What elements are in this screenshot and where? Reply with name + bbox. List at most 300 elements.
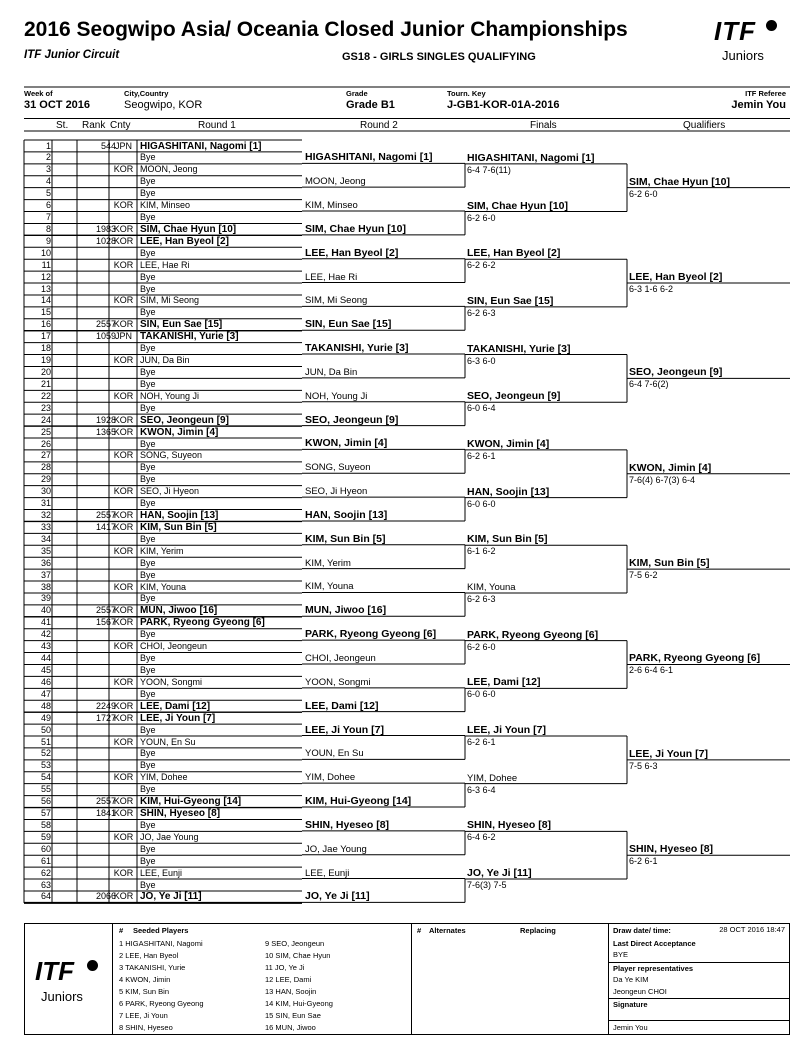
draw-country: KOR [113, 545, 134, 556]
player-name: NOH, Young Ji [140, 390, 200, 401]
footer-logo-sub: Juniors [41, 989, 83, 1004]
signature-label: Signature [613, 1000, 648, 1009]
draw-country: JPN [114, 331, 132, 342]
draw-row [25, 891, 301, 902]
qualifier-score: 7-5 6-2 [629, 570, 658, 581]
lda-value: BYE [613, 950, 629, 959]
player-name: Bye [140, 843, 156, 854]
draw-num: 6 [45, 200, 51, 211]
seeded-player: 15 SIN, Eun Sae [265, 1011, 321, 1020]
round3-score: 6-0 6-4 [467, 403, 496, 414]
player-name: Bye [140, 760, 156, 771]
itf-logo-text: ITF [714, 16, 756, 46]
draw-date-value: 28 OCT 2016 18:47 [719, 925, 785, 934]
draw-country: KOR [113, 676, 134, 687]
round2-player: JUN, Da Bin [305, 366, 358, 378]
draw-num: 63 [40, 879, 51, 890]
grade-value: Grade B1 [346, 99, 395, 111]
player-name: Bye [140, 271, 156, 282]
player-name: KIM, Minseo [140, 200, 191, 211]
draw-num: 20 [40, 366, 51, 377]
draw-num: 16 [40, 319, 51, 330]
draw-num: 51 [40, 736, 51, 747]
draw-num: 64 [40, 891, 51, 902]
draw-row [25, 474, 301, 485]
player-name: Bye [140, 462, 156, 473]
draw-num: 7 [45, 212, 51, 223]
round2-player: KIM, Sun Bin [5] [305, 532, 386, 545]
draw-row [25, 641, 301, 652]
round3-score: 6-2 6-2 [467, 260, 496, 271]
player-name: SIN, Eun Sae [15] [140, 319, 223, 331]
player-name: Bye [140, 176, 156, 187]
draw-row [25, 307, 301, 318]
draw-row [25, 844, 301, 855]
draw-num: 15 [40, 307, 51, 318]
draw-country: KOR [113, 867, 134, 878]
player-name: HAN, Soojin [13] [140, 510, 219, 522]
player-name: KIM, Hui-Gyeong [14] [140, 796, 242, 808]
player-name: Bye [140, 724, 156, 735]
footer-box [24, 923, 790, 1035]
draw-row [25, 522, 301, 533]
draw-num: 35 [40, 545, 51, 556]
draw-num: 45 [40, 664, 51, 675]
draw-num: 14 [40, 295, 51, 306]
round2-player: SIN, Eun Sae [15] [305, 318, 392, 331]
draw-row [25, 260, 301, 271]
event-title: GS18 - GIRLS SINGLES QUALIFYING [342, 51, 536, 63]
seeded-player: 9 SEO, Jeongeun [265, 939, 325, 948]
draw-row [25, 820, 301, 831]
draw-row [25, 784, 301, 795]
draw-row [25, 748, 301, 759]
draw-num: 23 [40, 402, 51, 413]
player-name: Bye [140, 438, 156, 449]
draw-rank: 1365 [95, 426, 116, 437]
draw-num: 19 [40, 355, 51, 366]
draw-num: 22 [40, 390, 51, 401]
draw-num: 21 [40, 378, 51, 389]
round3-score: 6-2 6-0 [467, 212, 496, 223]
draw-rank: 544 [100, 140, 116, 151]
draw-country: JPN [114, 140, 132, 151]
draw-rank: 1841 [95, 808, 116, 819]
round3-player: KWON, Jimin [4] [467, 437, 550, 450]
qualifier-score: 6-3 1-6 6-2 [629, 284, 674, 295]
itf-logo-sub: Juniors [722, 48, 764, 63]
draw-row [25, 808, 301, 819]
draw-num: 58 [40, 819, 51, 830]
qualifier-name: KWON, Jimin [4] [629, 461, 712, 474]
player-name: Bye [140, 188, 156, 199]
draw-row [25, 403, 301, 414]
draw-row [25, 665, 301, 676]
draw-rank: 1417 [95, 521, 116, 532]
qualifier-name: SIM, Chae Hyun [10] [629, 175, 730, 188]
round2-player: PARK, Ryeong Gyeong [6] [305, 628, 437, 641]
round2-player: HAN, Soojin [13] [305, 508, 388, 521]
draw-row [25, 415, 301, 426]
seeded-player: 4 KWON, Jimin [119, 975, 171, 984]
player-name: SHIN, Hyeseo [8] [140, 808, 221, 820]
draw-num: 61 [40, 855, 51, 866]
draw-row [25, 272, 301, 283]
draw-num: 12 [40, 271, 51, 282]
seeded-player: 3 TAKANISHI, Yurie [119, 963, 186, 972]
draw-num: 49 [40, 712, 51, 723]
draw-num: 1 [45, 140, 51, 151]
draw-num: 43 [40, 641, 51, 652]
col-qualifiers: Qualifiers [683, 120, 726, 131]
draw-num: 52 [40, 748, 51, 759]
round3-player: TAKANISHI, Yurie [3] [467, 342, 571, 355]
draw-row [25, 224, 301, 235]
draw-row [25, 188, 301, 199]
player-name: Bye [140, 366, 156, 377]
draw-rank: 2066 [95, 891, 116, 902]
draw-row [25, 319, 301, 330]
player-name: SIM, Chae Hyun [10] [140, 223, 237, 235]
round2-player: MOON, Jeong [305, 176, 366, 188]
draw-rank: 1567 [95, 617, 116, 628]
draw-row [25, 439, 301, 450]
round2-player: JO, Ye Ji [11] [305, 890, 370, 903]
draw-num: 13 [40, 283, 51, 294]
round3-score: 6-3 6-4 [467, 784, 496, 795]
draw-num: 40 [40, 605, 51, 616]
draw-row [25, 880, 301, 891]
draw-row [25, 725, 301, 736]
col-round1: Round 1 [198, 120, 236, 131]
seeded-player: 16 MUN, Jiwoo [265, 1023, 316, 1032]
draw-country: KOR [113, 617, 134, 628]
draw-row [25, 796, 301, 807]
draw-row [25, 593, 301, 604]
draw-country: KOR [113, 712, 134, 723]
player-name: Bye [140, 664, 156, 675]
referee-label: ITF Referee [745, 89, 786, 98]
player-name: KWON, Jimin [4] [140, 426, 219, 438]
player-name: Bye [140, 533, 156, 544]
player-name: LEE, Ji Youn [7] [140, 712, 216, 724]
draw-country: KOR [113, 164, 134, 175]
player-name: SEO, Ji Hyeon [140, 486, 200, 497]
col-cnty: Cnty [110, 120, 131, 131]
draw-rank: 2557 [95, 510, 116, 521]
round2-player: HIGASHITANI, Nagomi [1] [305, 151, 433, 164]
player-name: Bye [140, 879, 156, 890]
player-name: Bye [140, 629, 156, 640]
draw-country: KOR [113, 295, 134, 306]
lda-label: Last Direct Acceptance [613, 939, 696, 948]
qualifier-score: 6-4 7-6(2) [629, 379, 669, 390]
draw-country: KOR [113, 891, 134, 902]
draw-country: KOR [113, 510, 134, 521]
player-name: HIGASHITANI, Nagomi [1] [140, 140, 262, 152]
draw-row [25, 582, 301, 593]
draw-row [25, 772, 301, 783]
draw-row [25, 737, 301, 748]
qualifier-name: SHIN, Hyeseo [8] [629, 843, 714, 856]
draw-row [25, 331, 301, 342]
draw-row [25, 450, 301, 461]
round2-player: LEE, Han Byeol [2] [305, 246, 399, 259]
round2-player: YIM, Dohee [305, 772, 356, 784]
round2-player: SONG, Suyeon [305, 462, 371, 474]
draw-row [25, 295, 301, 306]
draw-row [25, 546, 301, 557]
round2-player: KIM, Hui-Gyeong [14] [305, 795, 412, 808]
draw-country: KOR [113, 200, 134, 211]
reps-label: Player representatives [613, 964, 694, 973]
round3-score: 6-4 7-6(11) [467, 164, 511, 175]
player-name: Bye [140, 819, 156, 830]
draw-country: KOR [113, 736, 134, 747]
draw-num: 59 [40, 831, 51, 842]
round2-player: LEE, Ji Youn [7] [305, 723, 384, 736]
round2-player: KIM, Yerim [305, 557, 351, 569]
player-name: Bye [140, 748, 156, 759]
round2-player: KIM, Youna [305, 581, 354, 593]
draw-rank: 1059 [95, 331, 116, 342]
qualifier-score: 2-6 6-4 6-1 [629, 665, 674, 676]
draw-date-label: Draw date/ time: [613, 926, 671, 935]
draw-row [25, 868, 301, 879]
col-finals: Finals [530, 120, 557, 131]
draw-row [25, 152, 301, 163]
draw-row [25, 534, 301, 545]
draw-row [25, 284, 301, 295]
round3-player: SHIN, Hyeseo [8] [467, 819, 552, 832]
player-name: TAKANISHI, Yurie [3] [140, 331, 239, 343]
draw-num: 18 [40, 343, 51, 354]
draw-row [25, 558, 301, 569]
round2-player: NOH, Young Ji [305, 390, 368, 402]
draw-num: 38 [40, 581, 51, 592]
draw-row [25, 141, 301, 152]
seeded-title: Seeded Players [133, 926, 189, 935]
player-name: Bye [140, 474, 156, 485]
player-name: Bye [140, 498, 156, 509]
round3-score: 6-2 6-1 [467, 450, 496, 461]
draw-num: 53 [40, 760, 51, 771]
draw-country: KOR [113, 808, 134, 819]
draw-num: 9 [45, 235, 51, 246]
round3-score: 6-0 6-0 [467, 498, 496, 509]
seeded-list-left [119, 938, 204, 1034]
player-name: Bye [140, 402, 156, 413]
player-name: YIM, Dohee [140, 772, 188, 783]
round2-player: MUN, Jiwoo [16] [305, 604, 387, 617]
seeded-player: 11 JO, Ye Ji [265, 963, 305, 972]
seeded-player: 2 LEE, Han Byeol [119, 951, 179, 960]
draw-country: KOR [113, 319, 134, 330]
draw-row [25, 355, 301, 366]
player-name: SIM, Mi Seong [140, 295, 200, 306]
round3-player: SIM, Chae Hyun [10] [467, 199, 568, 212]
draw-num: 48 [40, 700, 51, 711]
player-name: SONG, Suyeon [140, 450, 203, 461]
player-name: Bye [140, 855, 156, 866]
qualifier-name: LEE, Han Byeol [2] [629, 271, 723, 284]
draw-num: 41 [40, 617, 51, 628]
draw-num: 47 [40, 688, 51, 699]
referee-value: Jemin You [731, 99, 786, 111]
draw-row [25, 713, 301, 724]
player-name: KIM, Yerim [140, 545, 184, 556]
week-value: 31 OCT 2016 [24, 99, 91, 111]
draw-num: 60 [40, 843, 51, 854]
round3-score: 6-3 6-0 [467, 355, 496, 366]
round3-player: LEE, Ji Youn [7] [467, 724, 546, 736]
player-name: Bye [140, 569, 156, 580]
city-label: City,Country [124, 89, 169, 98]
draw-num: 30 [40, 486, 51, 497]
player-name: CHOI, Jeongeun [140, 641, 208, 652]
draw-num: 2 [45, 152, 51, 163]
city-value: Seogwipo, KOR [124, 99, 203, 111]
footer-logo-text: ITF [35, 956, 74, 986]
player-name: JO, Jae Young [140, 831, 199, 842]
round2-player: SHIN, Hyeseo [8] [305, 818, 390, 831]
rep-1: Da Ye KIM [613, 975, 649, 984]
draw-num: 10 [40, 247, 51, 258]
seeded-player: 6 PARK, Ryeong Gyeong [119, 999, 204, 1008]
draw-country: KOR [113, 581, 134, 592]
seeded-hash: # [119, 926, 124, 935]
player-name: Bye [140, 152, 156, 163]
draw-num: 56 [40, 796, 51, 807]
round2-player: JO, Jae Young [305, 843, 367, 855]
draw-country: KOR [113, 390, 134, 401]
player-name: MOON, Jeong [140, 164, 198, 175]
draw-row [25, 462, 301, 473]
round2-player: LEE, Hae Ri [305, 271, 358, 283]
round3-player: KIM, Sun Bin [5] [467, 533, 548, 546]
draw-num: 55 [40, 784, 51, 795]
tennis-ball-icon [87, 960, 98, 971]
draw-num: 39 [40, 593, 51, 604]
draw-num: 50 [40, 724, 51, 735]
draw-country: KOR [113, 235, 134, 246]
draw-num: 17 [40, 331, 51, 342]
round3-player: SEO, Jeongeun [9] [467, 390, 561, 403]
draw-row [25, 760, 301, 771]
seeded-player: 5 KIM, Sun Bin [119, 987, 170, 996]
round2-player: CHOI, Jeongeun [305, 652, 376, 664]
qualifier-name: PARK, Ryeong Gyeong [6] [629, 652, 761, 665]
rep-2: Jeongeun CHOI [613, 987, 667, 996]
round3-player: LEE, Han Byeol [2] [467, 247, 561, 260]
round3-score: 6-4 6-2 [467, 832, 496, 843]
draw-row [25, 856, 301, 867]
player-name: LEE, Dami [12] [140, 700, 211, 712]
draw-num: 62 [40, 867, 51, 878]
draw-row [25, 248, 301, 259]
draw-country: KOR [113, 641, 134, 652]
draw-row [25, 629, 301, 640]
draw-row [25, 498, 301, 509]
draw-num: 24 [40, 414, 51, 425]
seeded-player: 10 SIM, Chae Hyun [265, 951, 331, 960]
draw-num: 32 [40, 510, 51, 521]
draw-num: 42 [40, 629, 51, 640]
round3-score: 6-0 6-0 [467, 689, 496, 700]
round2-player: SEO, Jeongeun [9] [305, 413, 399, 426]
seeded-player: 7 LEE, Ji Youn [119, 1011, 168, 1020]
qualifier-name: KIM, Sun Bin [5] [629, 557, 710, 570]
draw-country: KOR [113, 772, 134, 783]
round2-player: SEO, Ji Hyeon [305, 486, 368, 498]
player-name: JO, Ye Ji [11] [140, 891, 202, 903]
draw-num: 25 [40, 426, 51, 437]
draw-rank: 2557 [95, 796, 116, 807]
draw-country: KOR [113, 355, 134, 366]
draw-rank: 2249 [95, 700, 116, 711]
alternates-title: Alternates [429, 926, 466, 935]
round3-score: 7-6(3) 7-5 [467, 880, 507, 891]
player-name: Bye [140, 653, 156, 664]
player-name: Bye [140, 557, 156, 568]
draw-num: 3 [45, 164, 51, 175]
player-name: Bye [140, 378, 156, 389]
week-label: Week of [24, 89, 53, 98]
page-title: 2016 Seogwipo Asia/ Oceania Closed Junior Championships [24, 18, 628, 41]
round2-player: KWON, Jimin [4] [305, 437, 388, 450]
draw-row [25, 653, 301, 664]
round2-player: LEE, Eunji [305, 867, 350, 879]
round3-player: HAN, Soojin [13] [467, 485, 550, 498]
draw-num: 54 [40, 772, 51, 783]
player-name: Bye [140, 247, 156, 258]
draw-row [25, 689, 301, 700]
draw-country: KOR [113, 605, 134, 616]
draw-row [25, 164, 301, 175]
player-name: SEO, Jeongeun [9] [140, 414, 229, 426]
draw-num: 44 [40, 653, 51, 664]
draw-row [25, 677, 301, 688]
qualifier-score: 6-2 6-1 [629, 856, 658, 867]
round2-player: YOON, Songmi [305, 676, 371, 688]
draw-num: 8 [45, 223, 51, 234]
draw-row [25, 176, 301, 187]
draw-row [25, 236, 301, 247]
draw-row [25, 510, 301, 521]
circuit-subtitle: ITF Junior Circuit [24, 49, 120, 61]
seeded-player: 12 LEE, Dami [265, 975, 312, 984]
player-name: Bye [140, 283, 156, 294]
player-name: YOUN, En Su [140, 736, 196, 747]
qualifier-score: 7-5 6-3 [629, 760, 658, 771]
draw-rank: 2557 [95, 605, 116, 616]
draw-num: 37 [40, 569, 51, 580]
draw-num: 26 [40, 438, 51, 449]
tourn-key-value: J-GB1-KOR-01A-2016 [447, 99, 560, 111]
draw-country: KOR [113, 450, 134, 461]
round2-player: YOUN, En Su [305, 748, 364, 760]
round3-score: 6-2 6-1 [467, 737, 496, 747]
round3-player: JO, Ye Ji [11] [467, 867, 532, 880]
player-name: Bye [140, 593, 156, 604]
draw-row [25, 212, 301, 223]
draw-num: 57 [40, 808, 51, 819]
draw-rank: 1727 [95, 712, 116, 723]
draw-row [25, 832, 301, 843]
draw-num: 27 [40, 450, 51, 461]
draw-rank: 1983 [95, 223, 116, 234]
draw-num: 46 [40, 676, 51, 687]
